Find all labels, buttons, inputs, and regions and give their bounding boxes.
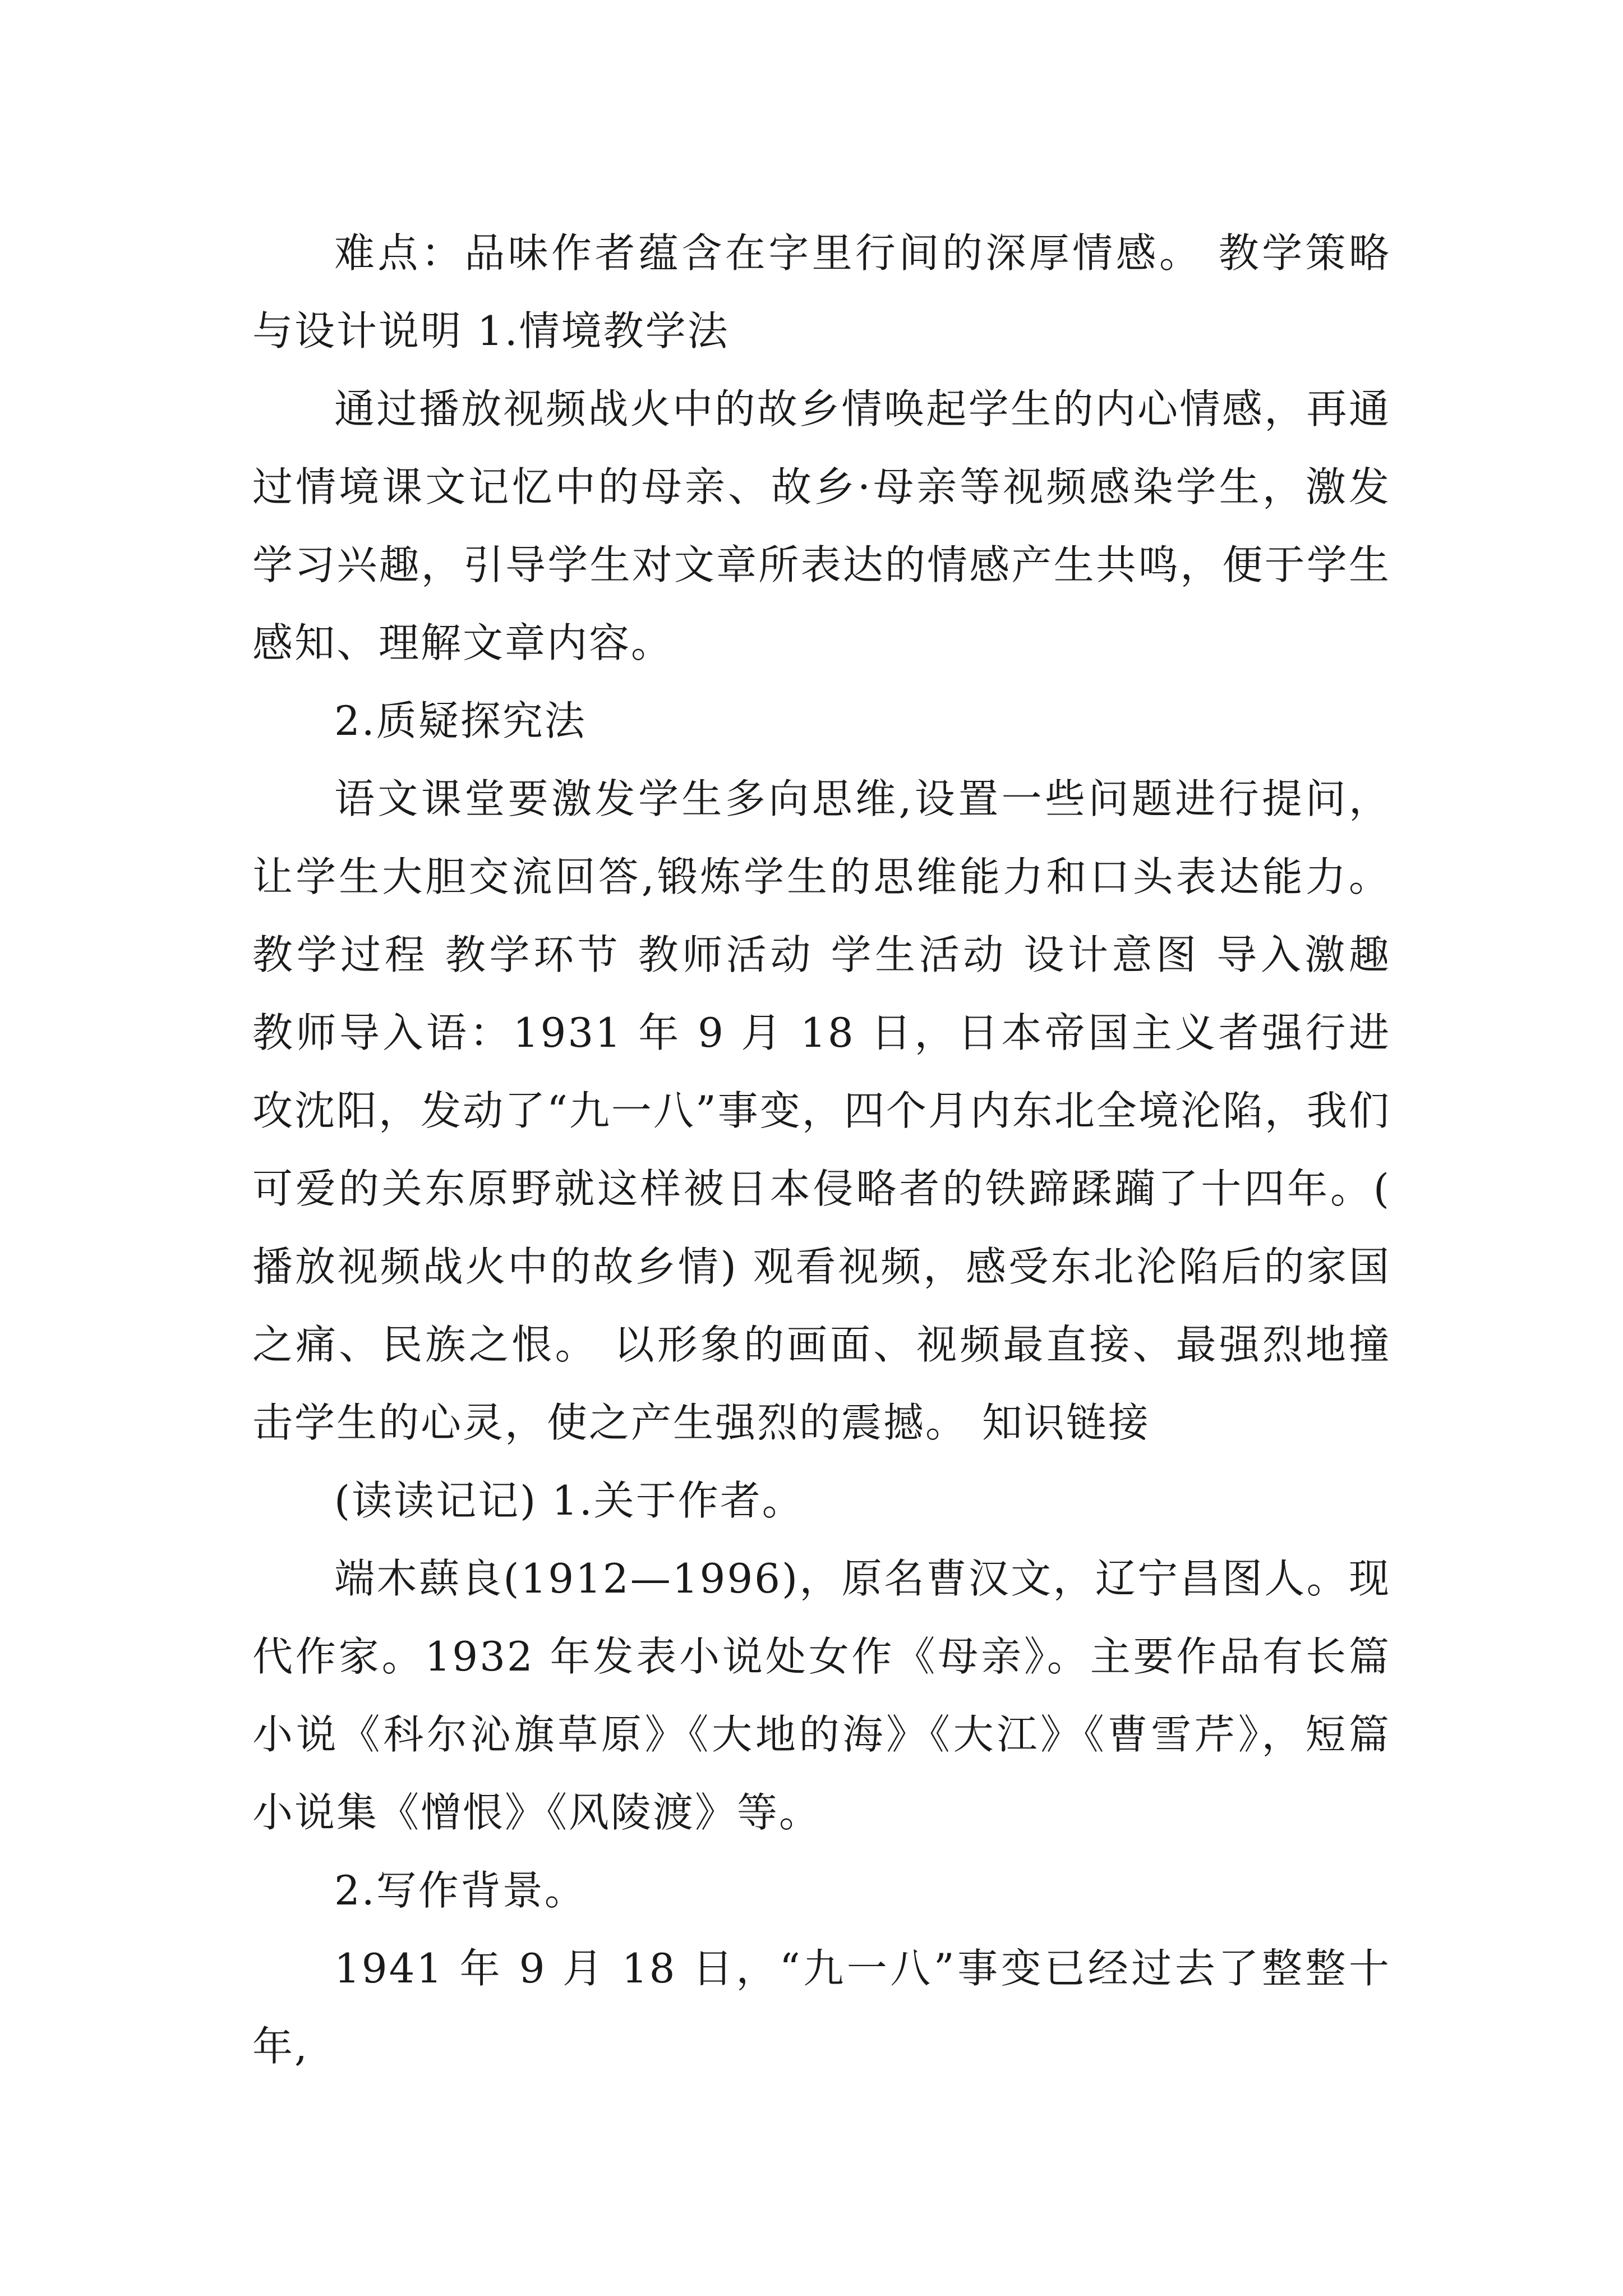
paragraph: 语文课堂要激发学生多向思维,设置一些问题进行提问，让学生大胆交流回答,锻炼学生的思维能力和口头表达能力。 教学过程 教学环节 教师活动 学生活动 设计意图 导入激趣 教师导入语：1931 年 9 月 18 日，日本帝国主义者强行进攻沈阳，发动了“九一八”事变，四个月内东北全境沦陷，我们可爱的关东原野就这样被日本侵略者的铁蹄蹂躏了十四年。(播放视频战火中的故乡情) 观看视频，感受东北沦陷后的家国之痛、民族之恨。 以形象的画面、视频最直接、最强烈地撞击学生的心灵，使之产生强烈的震撼。 知识链接	[252, 775, 1391, 1446]
paragraph: 通过播放视频战火中的故乡情唤起学生的内心情感，再通过情境课文记忆中的母亲、故乡·母亲等视频感染学生，激发学习兴趣，引导学生对文章所表达的情感产生共鸣，便于学生感知、理解文章内容。	[252, 385, 1391, 666]
paragraph: 难点：品味作者蕴含在字里行间的深厚情感。 教学策略与设计说明 1.情境教学法	[252, 229, 1391, 355]
paragraph: 端木蕻良(1912—1996)，原名曹汉文，辽宁昌图人。现代作家。1932 年发表小说处女作《母亲》。主要作品有长篇小说《科尔沁旗草原》《大地的海》《大江》《曹雪芹》，短篇小说集《憎恨》《风陵渡》等。	[252, 1555, 1391, 1836]
paragraph: 2.写作背景。	[334, 1867, 587, 1914]
paragraph: 1941 年 9 月 18 日，“九一八”事变已经过去了整整十年,	[252, 1945, 1391, 2070]
paragraph: 2.质疑探究法	[334, 697, 587, 744]
document-body	[252, 214, 1391, 2086]
paragraph: (读读记记) 1.关于作者。	[334, 1477, 804, 1524]
